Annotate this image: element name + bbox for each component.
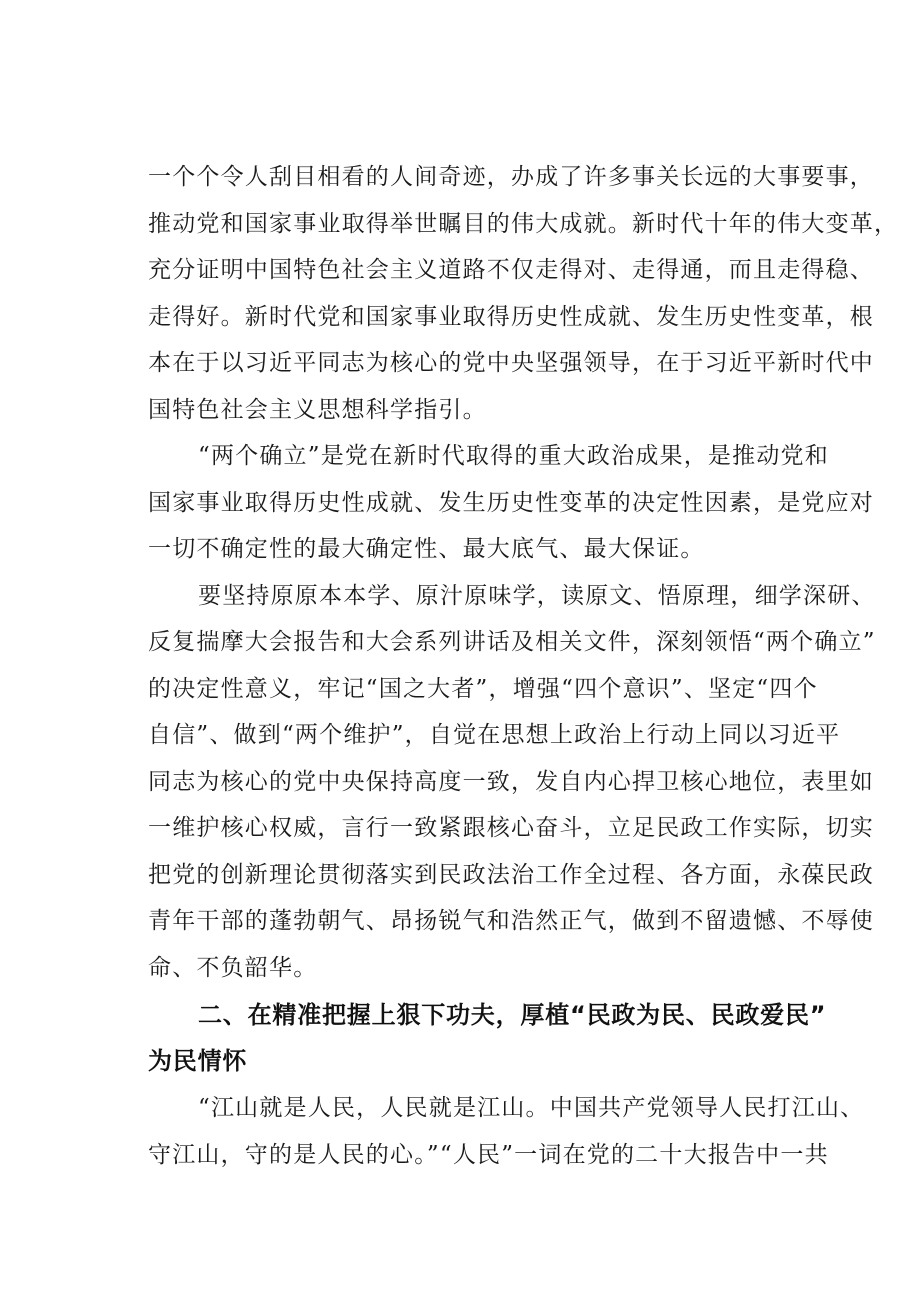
text-line: 一切不确定性的最大确定性、最大底气、最大保证。 [148, 536, 705, 562]
text-line: 国家事业取得历史性成就、发生历史性变革的决定性因素，是党应对 [148, 490, 874, 516]
text-line: 一维护核心权威，言行一致紧跟核心奋斗，立足民政工作实际，切实 [148, 815, 874, 841]
text-line: 的决定性意义，牢记“国之大者”，增强“四个意识”、坚定“四个 [148, 676, 818, 702]
text-line: 同志为核心的党中央保持高度一致，发自内心捍卫核心地位，表里如 [148, 769, 874, 795]
text-line: 青年干部的蓬勃朝气、昂扬锐气和浩然正气，做到不留遗憾、不辱使 [148, 908, 874, 934]
text-line: 充分证明中国特色社会主义道路不仅走得对、走得通，而且走得稳、 [148, 257, 874, 283]
text-line: 守江山，守的是人民的心。”“人民”一词在党的二十大报告中一共 [148, 1142, 829, 1168]
text-line: 国特色社会主义思想科学指引。 [148, 397, 487, 423]
text-line: 反复揣摩大会报告和大会系列讲话及相关文件，深刻领悟“两个确立” [148, 629, 876, 655]
text-line: 自信”、做到“两个维护”，自觉在思想上政治上行动上同以习近平 [148, 722, 841, 748]
text-line: 本在于以习近平同志为核心的党中央坚强领导，在于习近平新时代中 [148, 350, 874, 376]
text-line: 一个个令人刮目相看的人间奇迹，办成了许多事关长远的大事要事， [148, 164, 874, 190]
text-line: 命、不负韶华。 [148, 955, 318, 981]
text-line: 把党的创新理论贯彻落实到民政法治工作全过程、各方面，永葆民政 [148, 862, 874, 888]
paragraph-first-line: “两个确立”是党在新时代取得的重大政治成果，是推动党和 [198, 443, 829, 469]
text-line: 走得好。新时代党和国家事业取得历史性成就、发生历史性变革，根 [148, 304, 874, 330]
paragraph-first-line: “江山就是人民，人民就是江山。中国共产党领导人民打江山、 [198, 1095, 865, 1121]
section-heading: 二、在精准把握上狠下功夫，厚植“民政为民、民政爱民” [198, 1001, 827, 1029]
section-heading-cont: 为民情怀 [148, 1047, 248, 1075]
text-line: 推动党和国家事业取得举世瞩目的伟大成就。新时代十年的伟大变革， [148, 211, 899, 237]
paragraph-first-line: 要坚持原原本本学、原汁原味学，读原文、悟原理，细学深研、 [198, 583, 876, 609]
